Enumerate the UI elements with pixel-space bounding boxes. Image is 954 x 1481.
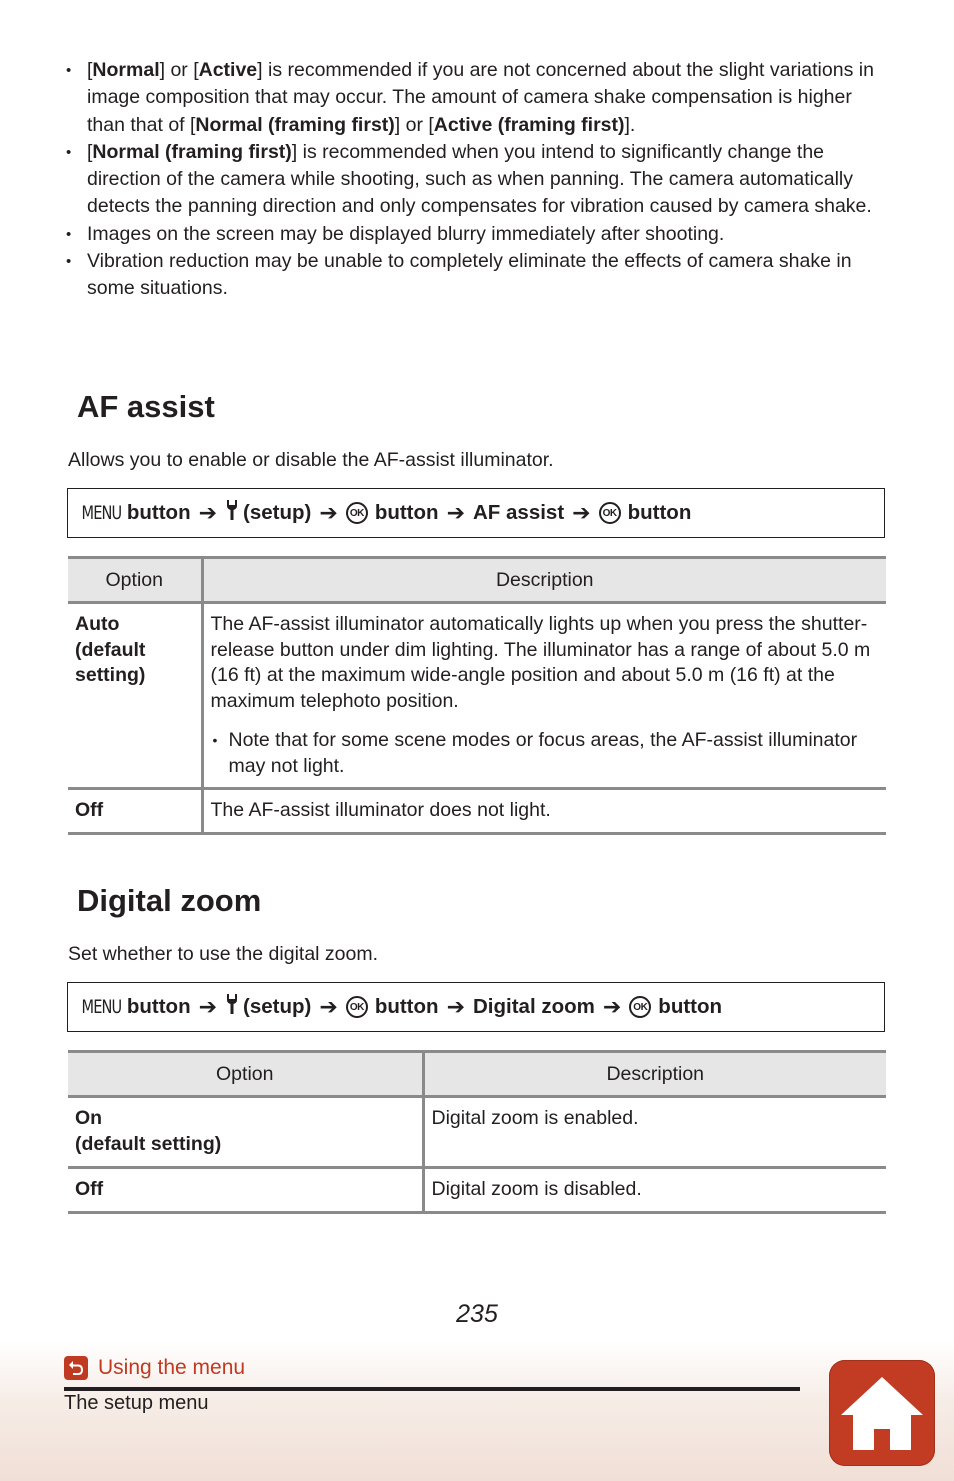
- arrow-right-icon: ➔: [446, 500, 465, 525]
- arrow-right-icon: ➔: [572, 500, 591, 525]
- arrow-right-icon: ➔: [319, 994, 338, 1019]
- bullet-text: ] or [: [159, 59, 199, 81]
- home-icon[interactable]: [839, 1374, 925, 1452]
- ok-button-icon: OK: [629, 996, 651, 1018]
- wrench-icon: [225, 499, 239, 527]
- option-default: (default setting): [75, 1132, 222, 1155]
- column-header: Option: [68, 1052, 423, 1097]
- ok-button-icon: OK: [346, 996, 368, 1018]
- option-cell: [68, 1097, 423, 1168]
- menu-option-name: Active (framing first): [433, 113, 625, 136]
- path-text: AF assist: [473, 501, 565, 524]
- bullet-text: [: [87, 59, 93, 81]
- table-row: [68, 603, 886, 789]
- bullet-text: Vibration reduction may be unable to completely eliminate the effects of camera shake in some situations.: [87, 250, 852, 300]
- af-assist-table: [68, 556, 886, 835]
- menu-option-name: Active: [198, 59, 258, 81]
- bullet-list: [66, 57, 891, 303]
- menu-icon: MENU: [81, 502, 122, 524]
- bullet-text: ] is recommended if you are not concerned about the slight variations in image composition that may occur. The amount of camera shake compensation is higher than that of [: [87, 59, 874, 136]
- bullet-text: ].: [624, 113, 636, 136]
- description-cell: Digital zoom is enabled.: [423, 1097, 886, 1168]
- section-intro: Set whether to use the digital zoom.: [68, 943, 379, 965]
- bullet-item: [66, 139, 891, 221]
- option-name: On: [75, 1107, 103, 1129]
- arrow-right-icon: ➔: [198, 994, 218, 1019]
- ok-button-icon: OK: [346, 502, 368, 524]
- back-arrow-icon[interactable]: [64, 1356, 88, 1380]
- description-text: The AF-assist illuminator automatically lights up when you press the shutter-release button under dim lighting. The illuminator has a range of about 5.0 m (16 ft) at the maximum wide-angle position and about 5.0 m (16 ft) at the maximum telephoto position.: [210, 613, 871, 712]
- menu-option-name: Normal: [92, 59, 160, 81]
- footer-divider: [64, 1387, 800, 1391]
- bullet-text: [: [87, 140, 93, 163]
- breadcrumb-link-using-the-menu[interactable]: [64, 1356, 245, 1380]
- column-header: Description: [202, 558, 886, 603]
- menu-path: [67, 488, 885, 538]
- section-heading-digital-zoom: Digital zoom: [77, 883, 262, 918]
- breadcrumb-link-label[interactable]: Using the menu: [98, 1356, 246, 1379]
- ok-button-icon: OK: [599, 502, 621, 524]
- column-header: Option: [68, 558, 202, 603]
- arrow-right-icon: ➔: [198, 500, 218, 525]
- path-text: (setup): [243, 501, 312, 524]
- description-cell: [202, 603, 886, 789]
- menu-path: [67, 982, 885, 1032]
- option-cell: Auto (default setting): [68, 603, 202, 789]
- wrench-icon: [225, 993, 239, 1021]
- bullet-text: ] is recommended when you intend to significantly change the direction of the camera while shooting, such as when panning. The camera automatically detects the panning direction and only compensates for vibration caused by camera shake.: [87, 140, 872, 218]
- section-intro: Allows you to enable or disable the AF-assist illuminator.: [68, 449, 554, 471]
- option-cell: Off: [68, 789, 202, 834]
- bullet-item: [66, 221, 891, 248]
- path-text: Digital zoom: [473, 995, 595, 1018]
- column-header: Description: [423, 1052, 886, 1097]
- bullet-text: ] or [: [394, 113, 434, 136]
- path-text: (setup): [243, 995, 312, 1018]
- menu-option-name: Normal (framing first): [92, 140, 292, 163]
- breadcrumb-current: The setup menu: [64, 1392, 209, 1414]
- path-text: button: [126, 501, 191, 524]
- note-item: • Note that for some scene modes or focus areas, the AF-assist illuminator may not light.: [211, 728, 880, 779]
- arrow-right-icon: ➔: [319, 500, 338, 525]
- bullet-item: [66, 248, 891, 303]
- section-heading-af-assist: AF assist: [77, 389, 215, 424]
- path-text: button: [126, 995, 191, 1018]
- bullet-item: [66, 57, 891, 139]
- home-button[interactable]: [829, 1360, 935, 1466]
- path-text: button: [374, 995, 439, 1018]
- table-row: [68, 789, 886, 834]
- option-cell: Off: [68, 1168, 423, 1213]
- page-number: 235: [456, 1300, 498, 1328]
- digital-zoom-table: [68, 1050, 886, 1214]
- table-row: [68, 1097, 886, 1168]
- description-cell: The AF-assist illuminator does not light.: [202, 789, 886, 834]
- menu-icon: MENU: [81, 996, 122, 1018]
- bullet-text: Images on the screen may be displayed blurry immediately after shooting.: [87, 222, 725, 245]
- arrow-right-icon: ➔: [446, 994, 465, 1019]
- table-row: [68, 1168, 886, 1213]
- description-cell: Digital zoom is disabled.: [423, 1168, 886, 1213]
- path-text: button: [374, 501, 439, 524]
- menu-option-name: Normal (framing first): [195, 113, 395, 136]
- path-text: button: [658, 995, 723, 1018]
- arrow-right-icon: ➔: [602, 994, 622, 1019]
- path-text: button: [627, 501, 692, 524]
